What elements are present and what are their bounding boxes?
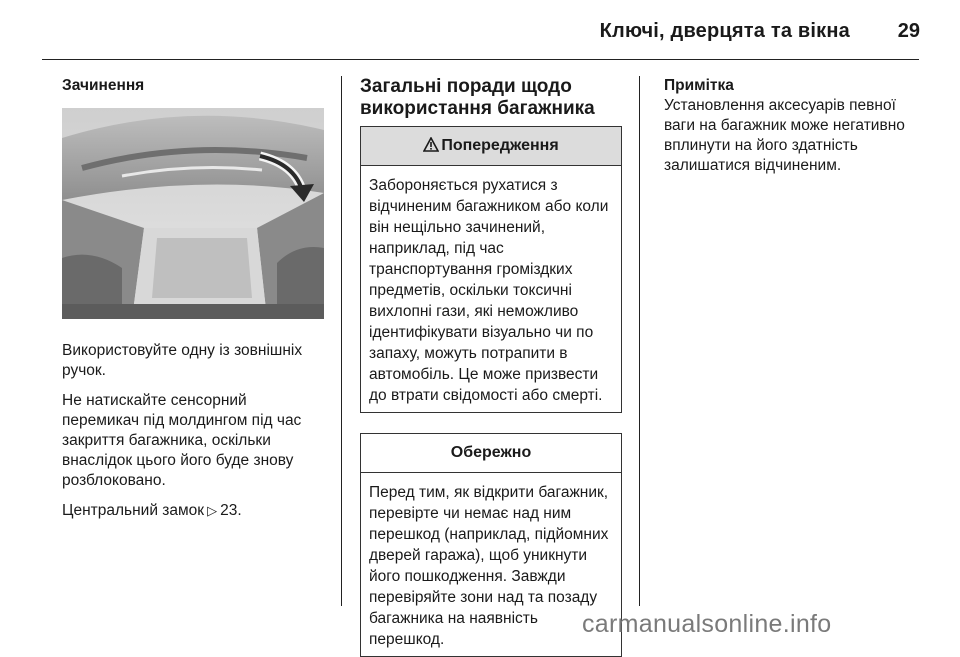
paragraph-use-handle: Використовуйте одну із зовнішніх ручок. <box>62 342 303 379</box>
warning-box <box>360 126 622 413</box>
column-left <box>62 76 327 531</box>
caution-title: Обережно <box>361 434 621 473</box>
tailgate-photo <box>62 108 324 319</box>
note-title: Примітка <box>664 77 734 94</box>
warning-box-header <box>361 127 621 166</box>
page-number: 29 <box>897 20 920 42</box>
column-divider-2 <box>639 76 640 606</box>
section-title-closing: Зачинення <box>62 77 145 94</box>
paragraph-sensor-switch: Не натискайте сенсорний перемикач під молдингом під час закриття багажника, оскільки внаслідок цього його буде знову розблоковано. <box>62 392 302 489</box>
warning-text: Забороняється рухатися з відчиненим багажником або коли він нещільно зачинений, наприклад, під час транспортування громіздких предметів, оскільки токсичні вихлопні гази, які неможливо ідентифікувати візуально чи по запаху, можуть потрапити в автомобіль. Це може призвести до втрати свідомості або смерті. <box>369 177 609 404</box>
column-middle <box>360 76 622 657</box>
column-divider-1 <box>341 76 342 606</box>
page-reference-arrow-icon: ▷ <box>207 503 218 518</box>
page-header-title: Ключі, дверцята та вікна <box>599 20 850 42</box>
caution-text: Перед тим, як відкрити багажник, перевірте чи немає над ним перешкод (наприклад, підйомних дверей гаража), щоб уникнути його пошкодження. Завжди перевіряйте зони над та позаду багажника на наявність перешкод. <box>369 484 609 648</box>
watermark-text: carmanualsonline.info <box>582 610 832 638</box>
section-title-general-advice: Загальні поради щодо використання багажника <box>360 76 595 119</box>
column-right <box>664 76 926 176</box>
xref-page: 23. <box>220 502 242 519</box>
xref-text: Центральний замок <box>62 502 205 519</box>
header-divider <box>42 59 919 60</box>
warning-title: Попередження <box>441 137 559 154</box>
xref-central-lock[interactable] <box>62 501 327 521</box>
warning-triangle-icon <box>423 129 439 167</box>
note-text: Установлення аксесуарів певної ваги на багажник може негативно вплинути на його здатність залишатися відчиненим. <box>664 97 905 174</box>
